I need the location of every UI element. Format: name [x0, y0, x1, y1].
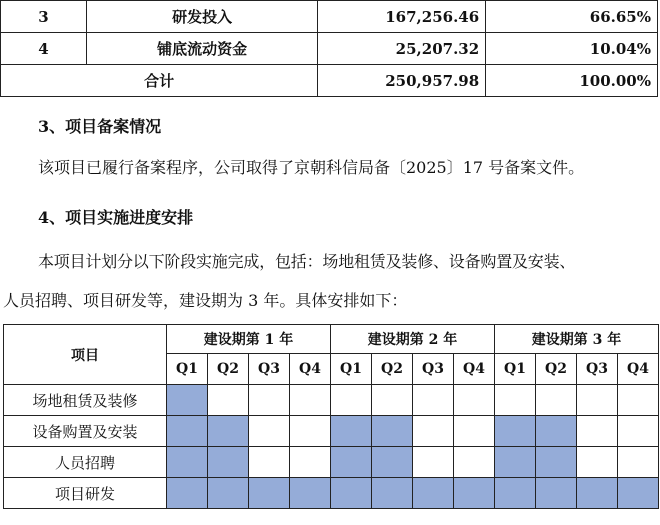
row-ratio: 66.65%: [486, 1, 658, 33]
schedule-cell-empty: [413, 416, 454, 447]
schedule-cell-active: [249, 478, 290, 509]
quarter-header: Q2: [208, 354, 249, 385]
quarter-header: Q2: [372, 354, 413, 385]
schedule-cell-active: [495, 416, 536, 447]
schedule-cell-empty: [536, 385, 577, 416]
row-ratio: 10.04%: [486, 33, 658, 65]
schedule-cell-active: [618, 478, 659, 509]
schedule-table: [3, 324, 659, 509]
quarter-header: Q1: [495, 354, 536, 385]
row-item: 研发投入: [86, 1, 318, 33]
schedule-cell-empty: [208, 385, 249, 416]
section4-heading: 4、项目实施进度安排: [38, 208, 194, 227]
schedule-cell-active: [536, 478, 577, 509]
quarter-header: Q1: [331, 354, 372, 385]
schedule-cell-active: [167, 478, 208, 509]
schedule-cell-empty: [290, 416, 331, 447]
total-row: [1, 65, 658, 97]
schedule-cell-empty: [249, 385, 290, 416]
schedule-cell-empty: [618, 447, 659, 478]
schedule-cell-active: [167, 447, 208, 478]
task-name: 设备购置及安装: [4, 416, 167, 447]
row-number: 4: [1, 33, 87, 65]
schedule-cell-empty: [495, 385, 536, 416]
quarter-header: Q2: [536, 354, 577, 385]
table-row: [4, 447, 659, 478]
schedule-cell-active: [290, 478, 331, 509]
section4-text-line2: 人员招聘、项目研发等，建设期为 3 年。具体安排如下：: [3, 291, 408, 310]
schedule-cell-empty: [454, 416, 495, 447]
year-header: 建设期第 2 年: [331, 325, 495, 354]
schedule-cell-active: [208, 478, 249, 509]
schedule-cell-empty: [372, 385, 413, 416]
schedule-cell-empty: [454, 385, 495, 416]
year-header: 建设期第 3 年: [495, 325, 659, 354]
schedule-cell-active: [454, 478, 495, 509]
schedule-cell-empty: [249, 447, 290, 478]
schedule-cell-active: [208, 447, 249, 478]
schedule-cell-empty: [454, 447, 495, 478]
table-row: [4, 416, 659, 447]
schedule-cell-active: [536, 447, 577, 478]
total-ratio: 100.00%: [486, 65, 658, 97]
schedule-cell-empty: [618, 385, 659, 416]
schedule-cell-empty: [577, 447, 618, 478]
schedule-cell-active: [208, 416, 249, 447]
schedule-cell-empty: [577, 416, 618, 447]
investment-table: [0, 0, 658, 97]
schedule-cell-active: [372, 447, 413, 478]
row-item: 铺底流动资金: [86, 33, 318, 65]
schedule-cell-empty: [249, 416, 290, 447]
quarter-header: Q3: [577, 354, 618, 385]
section3-text: 该项目已履行备案程序，公司取得了京朝科信局备〔2025〕17 号备案文件。: [38, 158, 585, 177]
row-amount: 167,256.46: [318, 1, 486, 33]
schedule-cell-active: [331, 478, 372, 509]
schedule-cell-empty: [413, 385, 454, 416]
table-row: [4, 478, 659, 509]
task-name: 人员招聘: [4, 447, 167, 478]
schedule-cell-active: [372, 416, 413, 447]
schedule-cell-active: [413, 478, 454, 509]
schedule-cell-active: [372, 478, 413, 509]
schedule-cell-empty: [290, 385, 331, 416]
quarter-header: Q1: [167, 354, 208, 385]
task-name: 项目研发: [4, 478, 167, 509]
schedule-cell-active: [536, 416, 577, 447]
task-name: 场地租赁及装修: [4, 385, 167, 416]
schedule-cell-empty: [618, 416, 659, 447]
total-amount: 250,957.98: [318, 65, 486, 97]
item-header: 项目: [4, 325, 167, 385]
row-number: 3: [1, 1, 87, 33]
schedule-cell-empty: [413, 447, 454, 478]
quarter-header: Q3: [413, 354, 454, 385]
row-amount: 25,207.32: [318, 33, 486, 65]
schedule-cell-active: [167, 416, 208, 447]
table-row: [1, 33, 658, 65]
section3-heading: 3、项目备案情况: [38, 117, 162, 136]
schedule-cell-empty: [331, 385, 372, 416]
schedule-cell-active: [495, 478, 536, 509]
table-row: [1, 1, 658, 33]
table-row: [4, 385, 659, 416]
schedule-cell-active: [167, 385, 208, 416]
schedule-cell-active: [577, 478, 618, 509]
quarter-header: Q3: [249, 354, 290, 385]
year-header: 建设期第 1 年: [167, 325, 331, 354]
schedule-cell-active: [495, 447, 536, 478]
schedule-cell-empty: [290, 447, 331, 478]
total-label: 合计: [1, 65, 318, 97]
quarter-header: Q4: [290, 354, 331, 385]
quarter-header: Q4: [618, 354, 659, 385]
schedule-cell-active: [331, 416, 372, 447]
quarter-header: Q4: [454, 354, 495, 385]
section4-text-line1: 本项目计划分以下阶段实施完成，包括：场地租赁及装修、设备购置及安装、: [38, 252, 576, 271]
schedule-cell-empty: [577, 385, 618, 416]
schedule-cell-active: [331, 447, 372, 478]
